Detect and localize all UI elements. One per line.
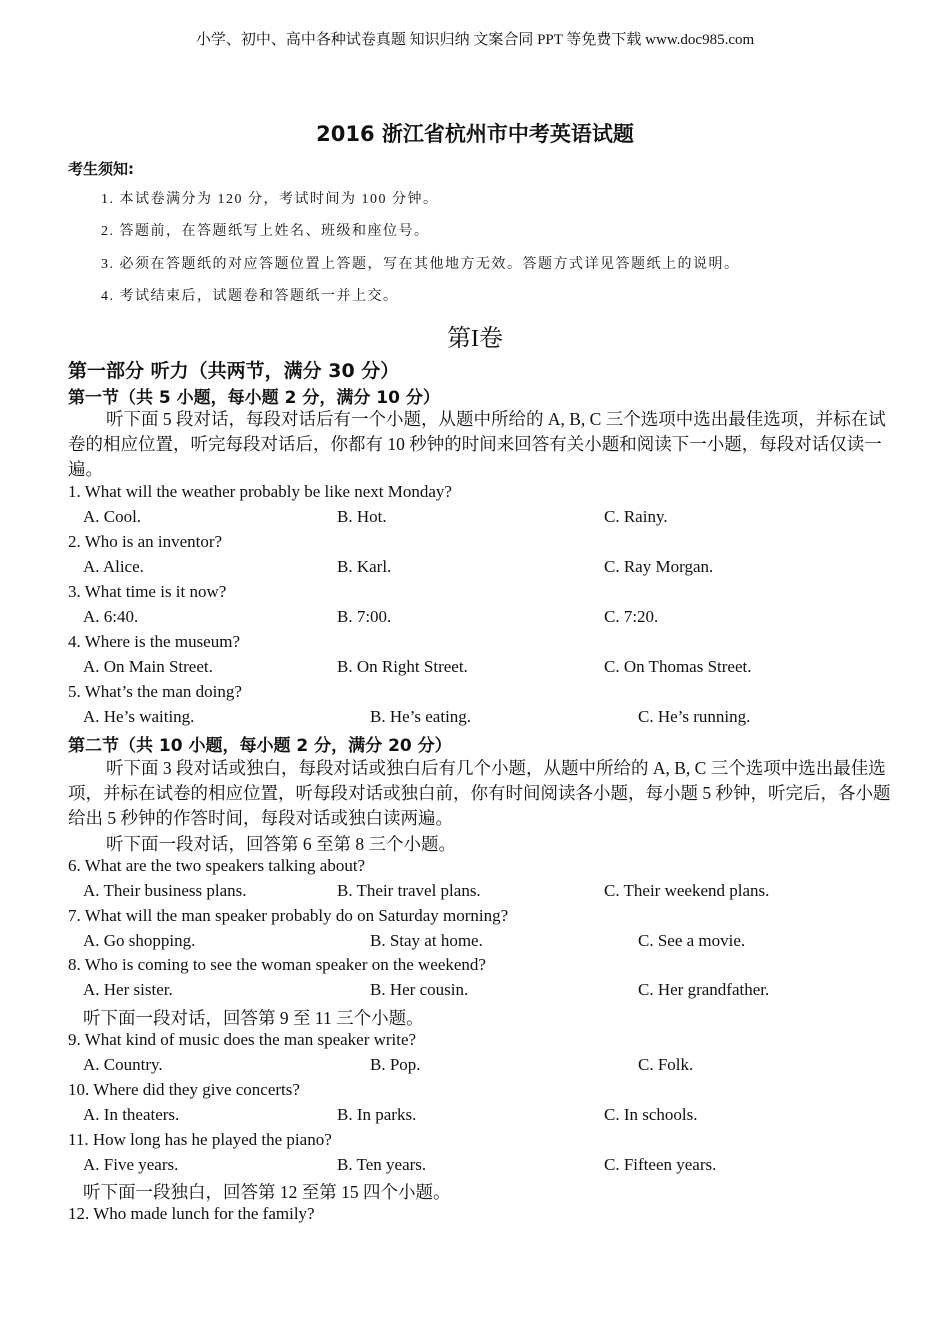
option-b: B. Stay at home.: [370, 931, 483, 950]
sub-instruction: 听下面一段对话，回答第 6 至第 8 三个小题。: [106, 834, 456, 854]
question: 8. Who is coming to see the woman speaker on the weekend?: [68, 955, 486, 974]
option-b: B. In parks.: [337, 1105, 417, 1124]
question: 3. What time is it now?: [68, 582, 227, 601]
option-c: C. Fifteen years.: [604, 1155, 717, 1174]
question: 6. What are the two speakers talking about?: [68, 856, 366, 875]
question: 1. What will the weather probably be like next Monday?: [68, 482, 452, 501]
notice-item: 1. 本试卷满分为 120 分，考试时间为 100 分钟。: [101, 192, 439, 207]
option-c: C. In schools.: [604, 1105, 698, 1124]
option-b: B. Hot.: [337, 507, 387, 526]
notice-heading: 考生须知:: [68, 160, 134, 178]
question: 10. Where did they give concerts?: [68, 1080, 300, 1099]
option-c: C. Folk.: [638, 1055, 694, 1074]
option-b: B. Ten years.: [337, 1155, 427, 1174]
volume-heading: 第I卷: [447, 326, 503, 352]
option-a: A. Their business plans.: [83, 881, 247, 900]
option-a: A. 6:40.: [83, 607, 139, 626]
question: 5. What’s the man doing?: [68, 682, 242, 701]
option-a: A. Go shopping.: [83, 931, 196, 950]
option-b: B. Their travel plans.: [337, 881, 481, 900]
question: 7. What will the man speaker probably do on Saturday morning?: [68, 906, 509, 925]
option-c: C. On Thomas Street.: [604, 657, 752, 676]
notice-item: 3. 必须在答题纸的对应答题位置上答题，写在其他地方无效。答题方式详见答题纸上的说明。: [101, 257, 740, 272]
option-a: A. He’s waiting.: [83, 707, 195, 726]
option-c: C. 7:20.: [604, 607, 659, 626]
question: 11. How long has he played the piano?: [68, 1130, 332, 1149]
question: 4. Where is the museum?: [68, 632, 241, 651]
section-heading: 第二节（共 10 小题，每小题 2 分，满分 20 分）: [68, 736, 452, 756]
option-b: B. He’s eating.: [370, 707, 472, 726]
sub-instruction: 听下面一段独白，回答第 12 至第 15 四个小题。: [83, 1182, 451, 1202]
option-c: C. See a movie.: [638, 931, 746, 950]
option-b: B. Pop.: [370, 1055, 421, 1074]
question: 2. Who is an inventor?: [68, 532, 223, 551]
option-a: A. In theaters.: [83, 1105, 180, 1124]
option-c: C. Ray Morgan.: [604, 557, 714, 576]
option-a: A. Country.: [83, 1055, 163, 1074]
sub-instruction: 听下面一段对话，回答第 9 至 11 三个小题。: [83, 1008, 424, 1028]
section-instruction: 听下面 3 段对话或独白，每段对话或独白后有几个小题，从题中所给的 A, B, C 三个选项中选出最佳选项，并标在试卷的相应位置，听每段对话或独白前，你有时间阅读各小题，每小题 5 秒钟，听完后，各小题给出 5 秒钟的作答时间，每段对话或独白读两遍。: [68, 758, 891, 828]
section-instruction: 听下面 5 段对话，每段对话后有一个小题，从题中所给的 A, B, C 三个选项中选出最佳选项，并标在试卷的相应位置，听完每段对话后，你都有 10 秒钟的时间来回答有关小题和阅读下一小题，每段对话仅读一遍。: [68, 409, 886, 479]
option-a: A. Alice.: [83, 557, 144, 576]
option-a: A. On Main Street.: [83, 657, 213, 676]
option-a: A. Her sister.: [83, 980, 173, 999]
question: 9. What kind of music does the man speaker write?: [68, 1030, 417, 1049]
option-c: C. Their weekend plans.: [604, 881, 770, 900]
question: 12. Who made lunch for the family?: [68, 1204, 315, 1223]
option-a: A. Cool.: [83, 507, 142, 526]
section-heading: 第一节（共 5 小题，每小题 2 分，满分 10 分）: [68, 388, 440, 408]
option-b: B. Karl.: [337, 557, 392, 576]
option-c: C. He’s running.: [638, 707, 751, 726]
notice-item: 4. 考试结束后，试题卷和答题纸一并上交。: [101, 289, 399, 304]
exam-title: 2016 浙江省杭州市中考英语试题: [316, 122, 634, 146]
notice-item: 2. 答题前，在答题纸写上姓名、班级和座位号。: [101, 224, 430, 239]
option-c: C. Rainy.: [604, 507, 668, 526]
option-b: B. 7:00.: [337, 607, 392, 626]
option-b: B. On Right Street.: [337, 657, 468, 676]
option-c: C. Her grandfather.: [638, 980, 770, 999]
option-b: B. Her cousin.: [370, 980, 469, 999]
site-header: 小学、初中、高中各种试卷真题 知识归纳 文案合同 PPT 等免费下载 www.doc985.com: [195, 32, 755, 48]
option-a: A. Five years.: [83, 1155, 179, 1174]
part-heading: 第一部分 听力（共两节，满分 30 分）: [68, 360, 400, 382]
